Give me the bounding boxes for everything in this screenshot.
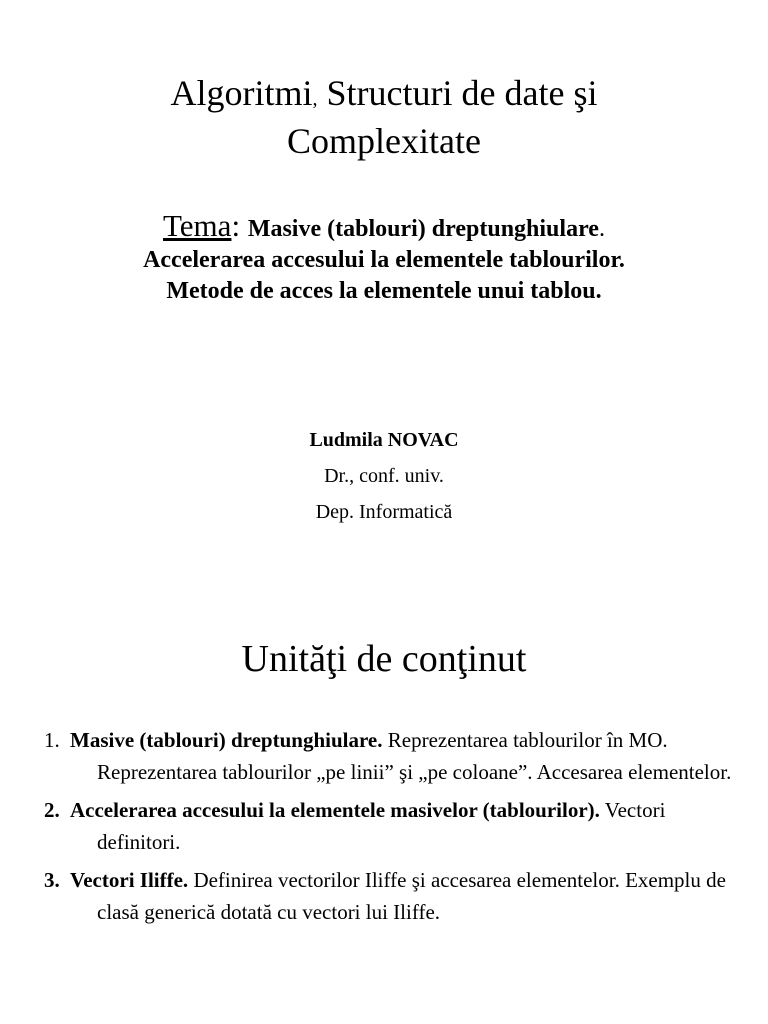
item-title: Accelerarea accesului la elementele masivelor (tablourilor).: [70, 798, 600, 822]
title-part2: Structuri de date şi: [317, 73, 598, 113]
topic-dot: .: [598, 216, 605, 242]
list-item: [44, 794, 744, 858]
author-title: Dr., conf. univ.: [324, 465, 444, 487]
title-part1: Algoritmi: [170, 73, 313, 113]
topic-label: Tema: [163, 208, 232, 243]
author-department: Dep. Informatică: [315, 501, 453, 523]
contents-list: [44, 724, 744, 934]
contents-slide: [0, 600, 768, 1024]
item-number: 3.: [44, 868, 60, 892]
topic-colon: :: [231, 208, 248, 243]
presentation-title: [0, 72, 768, 162]
item-title: Masive (tablouri) dreptunghiulare.: [70, 728, 383, 752]
contents-heading: Unităţi de conţinut: [241, 638, 527, 680]
topic-label-wrap: [163, 208, 248, 243]
list-item: [44, 864, 744, 928]
item-text: Vectori definitori.: [97, 798, 666, 854]
item-text: Definirea vectorilor Iliffe şi accesarea elementelor. Exemplu de clasă generică dotată cu vectori lui Iliffe.: [97, 868, 726, 924]
topic-block: [0, 210, 768, 307]
author-block: [0, 422, 768, 530]
title-comma: ,: [312, 88, 318, 110]
topic-line2: Accelerarea accesului la elementele tablourilor.: [143, 247, 625, 273]
item-text: Reprezentarea tablourilor în MO. Reprezentarea tablourilor „pe linii” şi „pe coloane”. Accesarea elementelor.: [97, 728, 732, 784]
author-name: Ludmila NOVAC: [309, 429, 459, 451]
item-number: 2.: [44, 798, 60, 822]
item-number: 1.: [44, 728, 60, 752]
topic-line1: Masive (tablouri) dreptunghiulare: [247, 216, 599, 242]
item-title: Vectori Iliffe.: [70, 868, 189, 892]
title-line2: Complexitate: [287, 121, 481, 161]
list-item: [44, 724, 744, 788]
topic-line3: Metode de acces la elementele unui tablou.: [166, 278, 602, 304]
